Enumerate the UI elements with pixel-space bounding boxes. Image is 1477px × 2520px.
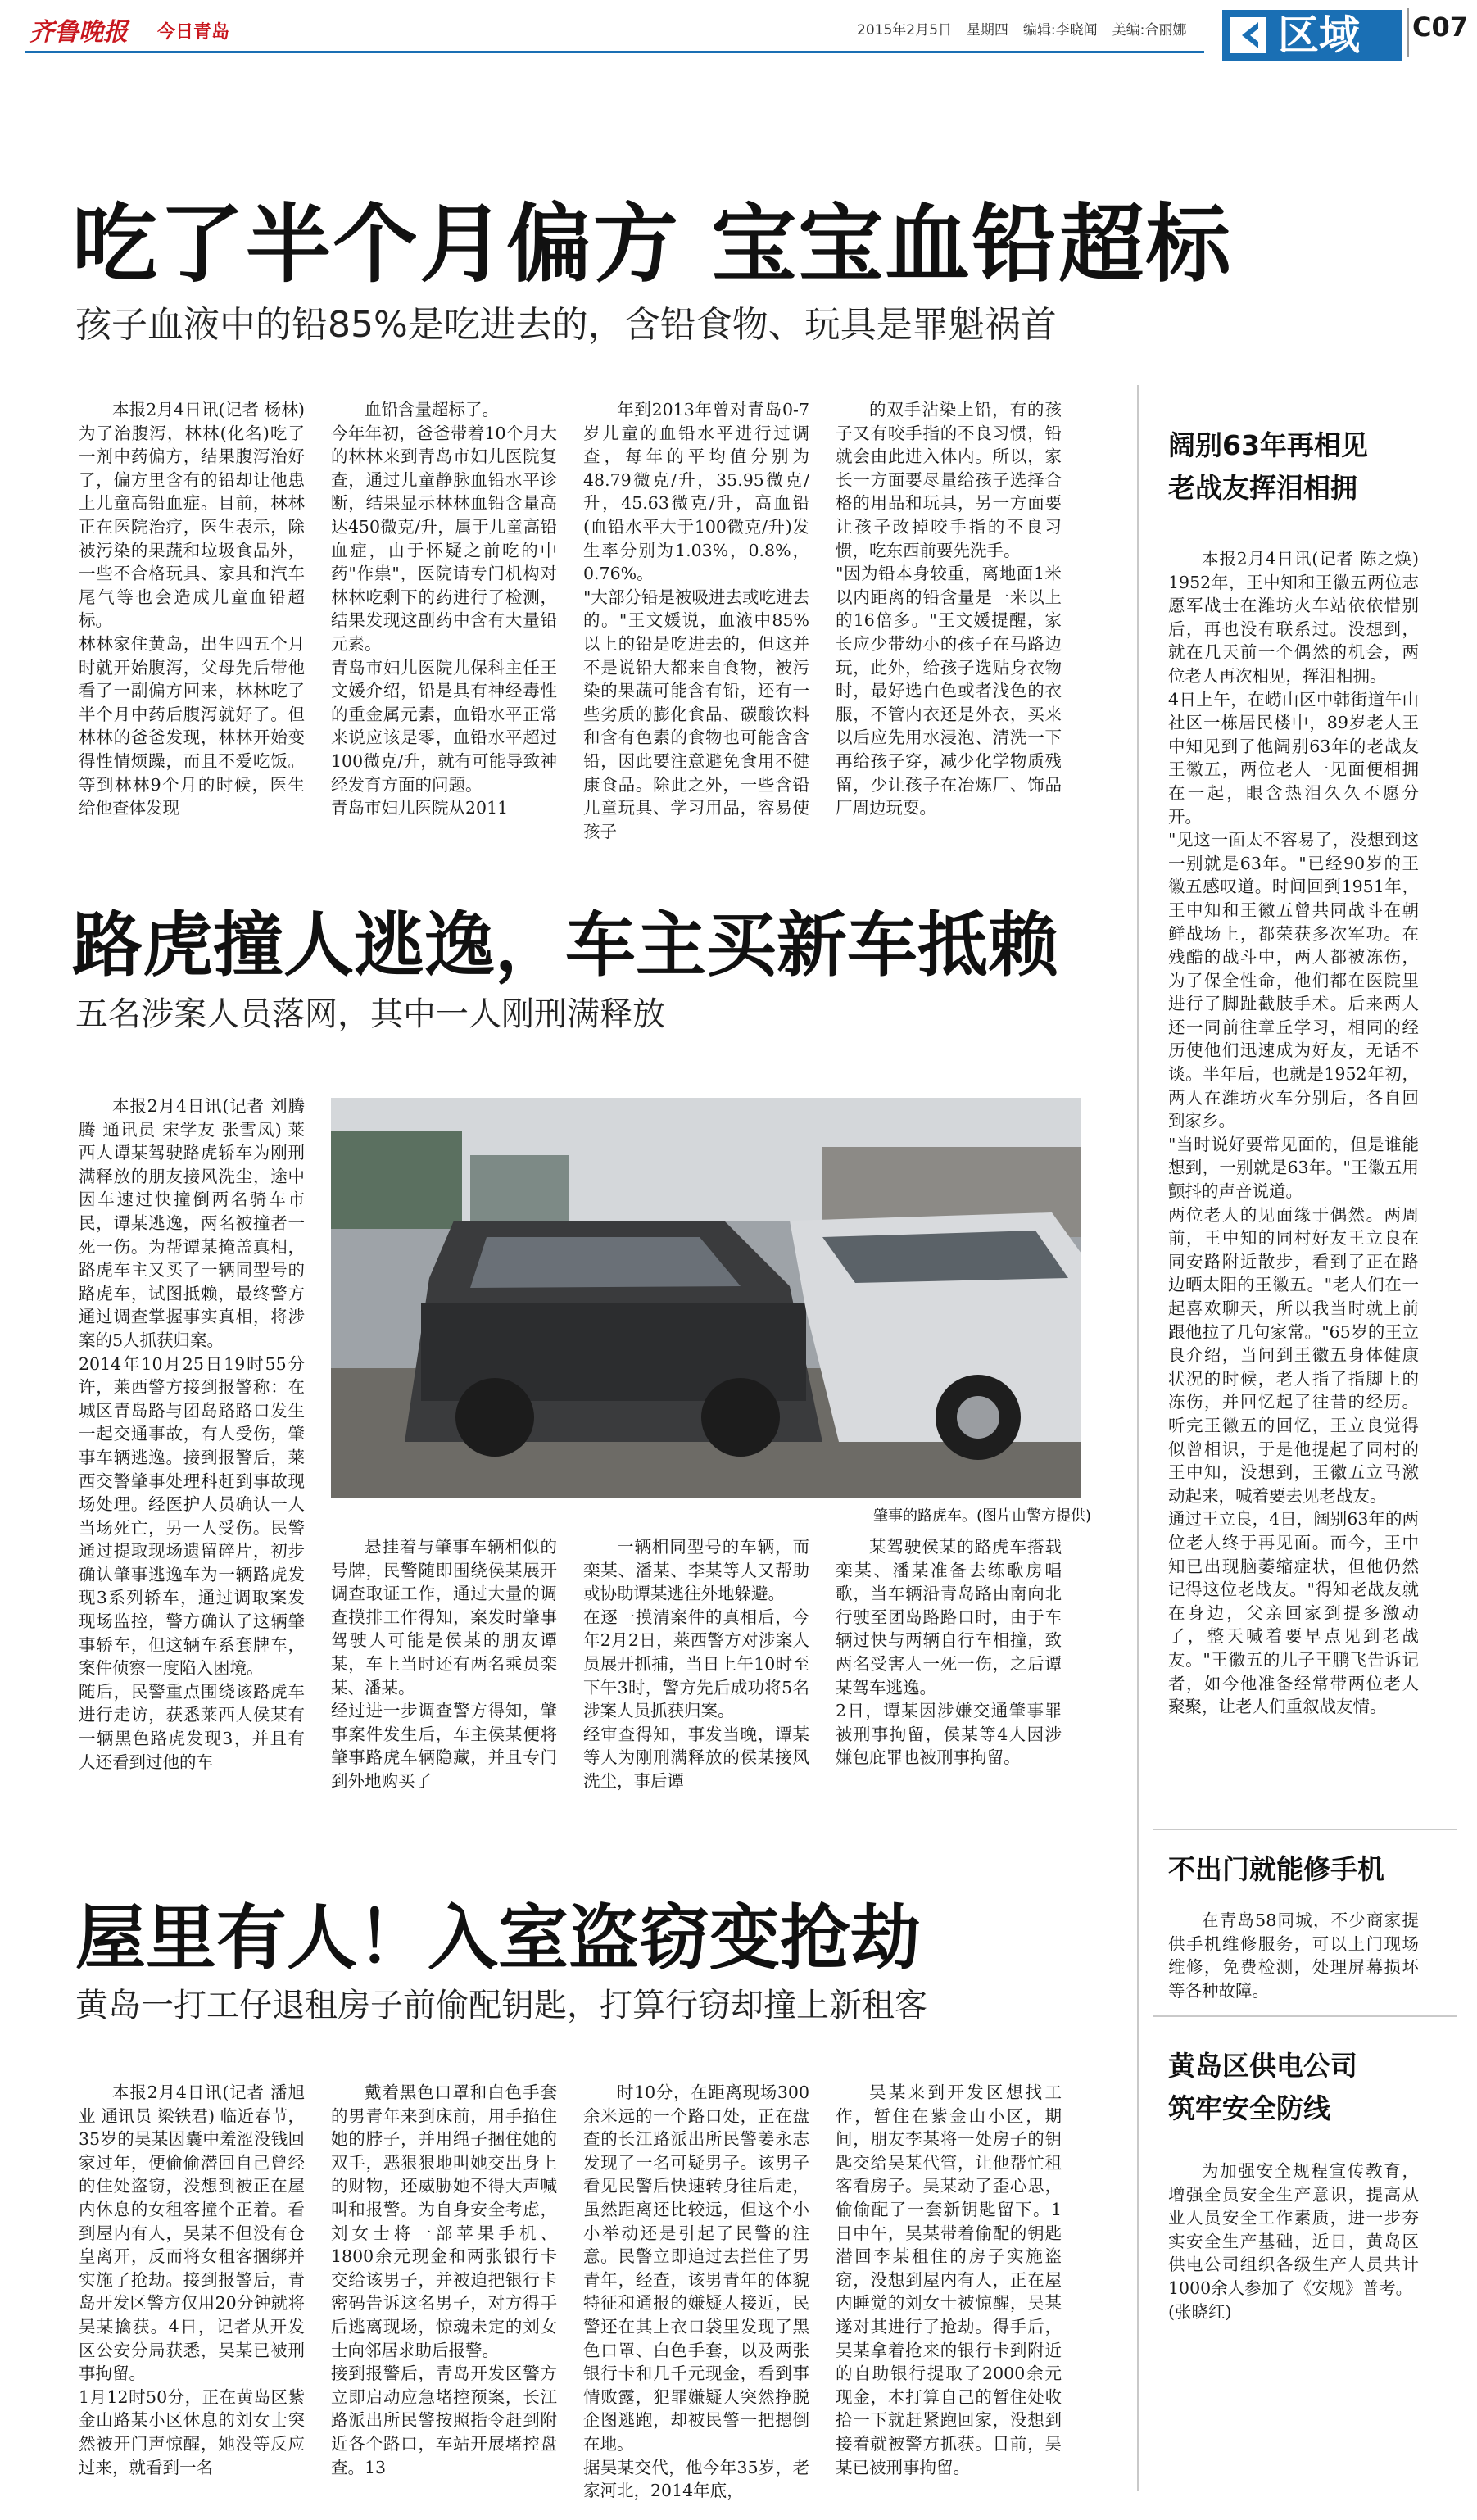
article3-column-2 — [331, 2081, 557, 2479]
article1-headline: 吃了半个月偏方 宝宝血铅超标 — [72, 194, 1233, 294]
photo-illustration — [331, 1098, 1081, 1498]
article2-col2-text: 悬挂着与肇事车辆相似的号牌，民警随即围绕侯某展开调查取证工作，通过大量的调查摸排工作得知，案发时肇事驾驶人可能是侯某的朋友谭某，车上当时还有两名乘员栾某、潘某。 经过进一步调查警方得知，肇事案件发生后，车主侯某便将肇事路虎车辆隐藏，并且专门到外地购买了 — [331, 1537, 557, 1791]
newspaper-logo: 齐鲁晚报 — [29, 18, 128, 47]
issue-date: 2015年2月5日 — [857, 22, 952, 39]
sidebar-story3-title: 黄岛区供电公司 筑牢安全防线 — [1168, 2050, 1357, 2124]
article3-col2-text: 戴着黑色口罩和白色手套的男青年来到床前，用手掐住她的脖子，并用绳子捆住她的双手，恶狠狠地叫她交出身上的财物，还威胁她不得大声喊叫和报警。为自身安全考虑，刘女士将一部苹果手机、1800余元现金和两张银行卡交给该男子，并被迫把银行卡密码告诉这名男子，对方得手后逃离现场，惊魂未定的刘女士向邻居求助后报警。 接到报警后，青岛开发区警方立即启动应急堵控预案，长江路派出所民警按照指令赶到附近各个路口，车站开展堵控盘查。13 — [331, 2083, 557, 2477]
article3-column-1 — [79, 2081, 305, 2479]
masthead-rule — [25, 51, 1204, 53]
article3-headline: 屋里有人！入室盗窃变抢劫 — [75, 1897, 921, 1979]
sidebar-story2-body — [1168, 1909, 1419, 2002]
article2-column-4 — [836, 1535, 1062, 1770]
region-chevron-icon — [1229, 15, 1271, 56]
sidebar-story2-text: 在青岛58同城，不少商家提供手机维修服务，可以上门现场维修，免费检测，处理屏幕损坏等各种故障。 — [1168, 1910, 1419, 2001]
editor-credit: 编辑:李晓闻 — [1022, 22, 1098, 39]
article3-col4-text: 吴某来到开发区想找工作，暂住在紫金山小区，期间，朋友李某将一处房子的钥匙交给吴某代管，让他帮忙租客看房子。吴某动了歪心思，偷偷配了一套新钥匙留下。1日中午，吴某带着偷配的钥匙潜回李某租住的房子实施盗窃，没想到屋内有人，正在屋内睡觉的刘女士被惊醒，吴某遂对其进行了抢劫。得手后，吴某拿着抢来的银行卡到附近的自助银行提取了2000余元现金，本打算自己的暂住处收拾一下就赶紧跑回家，没想到接着就被警方抓获。目前，吴某已被刑事拘留。 — [836, 2083, 1062, 2477]
page-divider — [1407, 8, 1409, 57]
article1-column-1 — [79, 398, 305, 820]
sidebar-story1-title: 阔别63年再相见 老战友挥泪相拥 — [1168, 429, 1368, 504]
sidebar-story1-text: 本报2月4日讯(记者 陈之焕) 1952年，王中知和王徽五两位志愿军战士在潍坊火车站依依惜别后，再也没有联系过。没想到，就在几天前一个偶然的机会，两位老人再次相见，挥泪相拥。 4日上午，在崂山区中韩街道午山社区一栋居民楼中，89岁老人王中知见到了他阔别63年的老战友王徽五，两位老人一见面便相拥在一起，眼含热泪久久不愿分开。 "见这一面太不容易了，没想到这一别就是63年。"已经90岁的王徽五感叹道。时间回到1951年，王中知和王徽五曾共同战斗在朝鲜战场上，都荣获多次军功。在残酷的战斗中，两人都被冻伤，为了保全性命，他们都在医院里进行了脚趾截肢手术。后来两人还一同前往章丘学习，相同的经历使他们迅速成为好友，无话不谈。半年后，也就是1952年初，两人在潍坊火车分别后，各自回到家乡。 "当时说好要常见面的，但是谁能想到，一别就是63年。"王徽五用颤抖的声音说道。 两位老人的见面缘于偶然。两周前，王中知的同村好友王立良在同安路附近散步，看到了正在路边晒太阳的王徽五。"老人们在一起喜欢聊天，所以我当时就上前跟他拉了几句家常。"65岁的王立良介绍，当问到王徽五身体健康状况的时候，老人指了指脚上的冻伤，并回忆起了往昔的经历。听完王徽五的回忆，王立良觉得似曾相识，于是他提起了同村的王中知，没想到，王徽五立马激动起来，喊着要去见老战友。 通过王立良，4日，阔别63年的两位老人终于再见面。而今，王中知已出现脑萎缩症状，但他仍然记得这位老战友。"得知老战友就在身边，父亲回家到提多激动了，整天喊着要早点见到老战友。"王徽五的儿子王鹏飞告诉记者，如今他准备经常带两位老人聚聚，让老人们重叙战友情。 — [1168, 549, 1419, 1717]
article1-column-4 — [836, 398, 1062, 820]
sidebar-rule-1 — [1153, 1829, 1457, 1830]
sidebar-story3-text: 为加强安全规程宣传教育，增强全员安全生产意识，提高从业人员安全工作素质，进一步夯实安全生产基础，近日，黄岛区供电公司组织各级生产人员共计1000余人参加了《安规》普考。 (张晓红) — [1168, 2161, 1419, 2322]
photo-caption: 肇事的路虎车。(图片由警方提供) — [873, 1507, 1092, 1525]
article2-column-2 — [331, 1535, 557, 1793]
article3-subhead: 黄岛一打工仔退租房子前偷配钥匙，打算行窃却撞上新租客 — [75, 1987, 927, 2024]
designer-credit: 美编:合丽娜 — [1112, 22, 1187, 39]
article3-col3-text: 时10分，在距离现场300余米远的一个路口处，正在盘查的长江路派出所民警姜永志发现了一名可疑男子。该男子看见民警后快速转身往后走，虽然距离还比较远，但这个小小举动还是引起了民警的注意。民警立即追过去拦住了男青年，经查，该男青年的体貌特征和通报的嫌疑人接近，民警还在其上衣口袋里发现了黑色口罩、白色手套，以及两张银行卡和几千元现金，看到事情败露，犯罪嫌疑人突然挣脱企图逃跑，却被民警一把摁倒在地。 据吴某交代，他今年35岁，老家河北，2014年底， — [583, 2083, 809, 2501]
sidebar-divider — [1137, 385, 1139, 2491]
article2-column-3 — [583, 1535, 809, 1793]
article2-col3-text: 一辆相同型号的车辆，而栾某、潘某、李某等人又帮助或协助谭某逃往外地躲避。 在逐一摸清案件的真相后，今年2月2日，莱西警方对涉案人员展开抓捕，当日上午10时至下午3时，警方先后成功将5名涉案人员抓获归案。 经审查得知，事发当晚，谭某等人为刚刑满释放的侯某接风洗尘，事后谭 — [583, 1537, 809, 1791]
land-rover-photo — [331, 1098, 1081, 1498]
region-label: 区域 — [1278, 11, 1360, 59]
article1-column-3 — [583, 398, 809, 843]
article1-column-2 — [331, 398, 557, 820]
sidebar-story1-body — [1168, 547, 1419, 1719]
article3-column-3 — [583, 2081, 809, 2503]
article2-column-1 — [79, 1095, 305, 1774]
section-name: 今日青岛 — [157, 22, 230, 43]
article2-subhead: 五名涉案人员落网，其中一人刚刑满释放 — [75, 995, 665, 1033]
issue-info — [857, 18, 1201, 39]
article1-col1-text: 本报2月4日讯(记者 杨林) 为了治腹泻，林林(化名)吃了一剂中药偏方，结果腹泻治好了，偏方里含有的铅却让他患上儿童高铅血症。目前，林林正在医院治疗，医生表示，除被污染的果蔬和垃圾食品外，一些不合格玩具、家具和汽车尾气等也会造成儿童血铅超标。 林林家住黄岛，出生四五个月时就开始腹泻，父母先后带他看了一副偏方回来，林林吃了半个月中药后腹泻就好了。但林林的爸爸发现，林林开始变得性情烦躁，而且不爱吃饭。等到林林9个月的时候，医生给他查体发现 — [79, 400, 305, 818]
article1-col4-text: 的双手沾染上铅，有的孩子又有咬手指的不良习惯，铅就会由此进入体内。所以，家长一方面要尽量给孩子选择合格的用品和玩具，另一方面要让孩子改掉咬手指的不良习惯，吃东西前要先洗手。 "因为铅本身较重，离地面1米以内距离的铅含量是一米以上的16倍多。"王文媛提醒，家长应少带幼小的孩子在马路边玩，此外，给孩子选贴身衣物时，最好选白色或者浅色的衣服，不管内衣还是外衣，买来以后应先用水浸泡、清洗一下再给孩子穿，减少化学物质残留，少让孩子在冶炼厂、饰品厂周边玩耍。 — [836, 400, 1062, 818]
issue-weekday: 星期四 — [966, 22, 1008, 39]
masthead — [0, 0, 1477, 66]
article1-col2-text: 血铅含量超标了。 今年年初，爸爸带着10个月大的林林来到青岛市妇儿医院复查，通过儿童静脉血铅水平诊断，结果显示林林血铅含量高达450微克/升，属于儿童高铅血症，由于怀疑之前吃的中药"作祟"，医院请专门机构对林林吃剩下的药进行了检测，结果发现这副药中含有大量铅元素。 青岛市妇儿医院儿保科主任王文媛介绍，铅是具有神经毒性的重金属元素，血铅水平正常来说应该是零，血铅水平超过100微克/升，就有可能导致神经发育方面的问题。 青岛市妇儿医院从2011 — [331, 400, 557, 818]
sidebar-story3-body — [1168, 2160, 1419, 2323]
sidebar-rule-2 — [1153, 2015, 1457, 2017]
article3-col1-text: 本报2月4日讯(记者 潘旭业 通讯员 梁铁君) 临近春节，35岁的吴某因囊中羞涩没钱回家过年，便偷偷潜回自己曾经的住处盗窃，没想到被正在屋内休息的女租客撞个正着。看到屋内有人，吴某不但没有仓皇离开，反而将女租客捆绑并实施了抢劫。接到报警后，青岛开发区警方仅用20分钟就将吴某擒获。4日，记者从开发区公安分局获悉，吴某已被刑事拘留。 1月12时50分，正在黄岛区紫金山路某小区休息的刘女士突然被开门声惊醒，她没等反应过来，就看到一名 — [79, 2083, 305, 2477]
sidebar-story2-title: 不出门就能修手机 — [1168, 1853, 1384, 1885]
article2-col1-text: 本报2月4日讯(记者 刘腾腾 通讯员 宋学友 张雪凤) 莱西人谭某驾驶路虎轿车为刚刑满释放的朋友接风洗尘，途中因车速过快撞倒两名骑车市民，谭某逃逸，两名被撞者一死一伤。为帮谭某掩盖真相，路虎车主又买了一辆同型号的路虎车，试图抵赖，最终警方通过调查掌握事实真相，将涉案的5人抓获归案。 2014年10月25日19时55分许，莱西警方接到报警称：在城区青岛路与团岛路路口发生一起交通事故，有人受伤，肇事车辆逃逸。接到报警后，莱西交警肇事处理科赶到事故现场处理。经医护人员确认一人当场死亡，另一人受伤。民警通过提取现场遗留碎片，初步确认肇事逃逸车为一辆路虎发现3系列轿车，通过调取案发现场监控，警方确认了这辆肇事轿车，但这辆车系套牌车，案件侦察一度陷入困境。 随后，民警重点围绕该路虎车进行走访，获悉莱西人侯某有一辆黑色路虎发现3，并且有人还看到过他的车 — [79, 1096, 305, 1772]
page-number: C07 — [1412, 11, 1469, 43]
article3-column-4 — [836, 2081, 1062, 2479]
article1-subhead: 孩子血液中的铅85%是吃进去的，含铅食物、玩具是罪魁祸首 — [75, 304, 1057, 346]
article1-col3-text: 年到2013年曾对青岛0-7岁儿童的血铅水平进行过调查，每年的平均值分别为48.79微克/升，35.95微克/升，45.63微克/升，高血铅(血铅水平大于100微克/升)发生率分别为1.03%，0.8%，0.76%。 "大部分铅是被吸进去或吃进去的。"王文媛说，血液中85%以上的铅是吃进去的，但这并不是说铅大都来自食物，被污染的果蔬可能含有铅，还有一些劣质的膨化食品、碳酸饮料和含有色素的食物也可能含含铅，因此要注意避免食用不健康食品。除此之外，一些含铅儿童玩具、学习用品，容易使孩子 — [583, 400, 809, 841]
article2-headline: 路虎撞人逃逸，车主买新车抵赖 — [72, 904, 1058, 986]
article2-col4-text: 某驾驶侯某的路虎车搭载栾某、潘某准备去练歌房唱歌，当车辆沿青岛路由南向北行驶至团岛路路口时，由于车辆过快与两辆自行车相撞，致两名受害人一死一伤，之后谭某驾车逃逸。 2日，谭某因涉嫌交通肇事罪被刑事拘留，侯某等4人因涉嫌包庇罪也被刑事拘留。 — [836, 1537, 1062, 1768]
